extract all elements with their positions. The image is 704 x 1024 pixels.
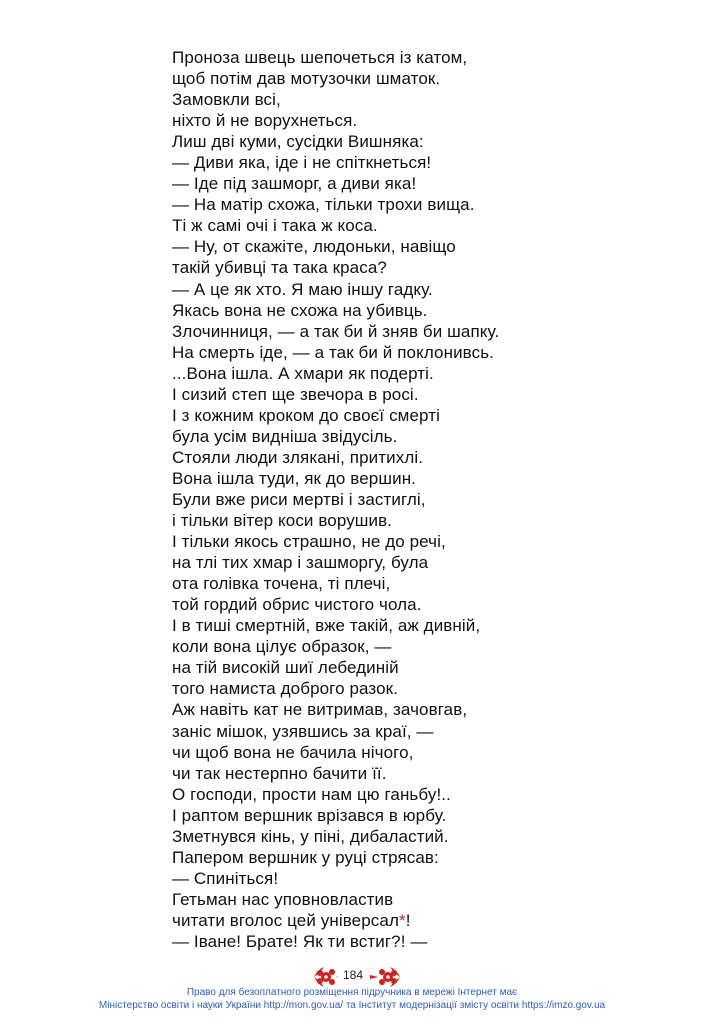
poem-line: коли вона цілує образок, — — [172, 637, 392, 657]
poem-line: І в тиші смертній, вже такій, аж дивній, — [172, 616, 481, 636]
poem-line: Ті ж самі очі і така ж коса. — [172, 216, 378, 236]
poem-line: Проноза швець шепочеться із катом, — [172, 48, 468, 67]
poem-line: була усім видніша звідусіль. — [172, 426, 398, 446]
poem-line — [172, 910, 612, 931]
poem-line: заніс мішок, узявшись за краї, — — [172, 721, 434, 741]
poem-line: той гордий обрис чистого чола. — [172, 595, 422, 615]
poem-line: — На матір схожа, тільки трохи вища. — [172, 195, 475, 215]
poem-line: Лиш дві куми, сусідки Вишняка: — [172, 132, 424, 152]
poem-line: — Ну, от скажіте, людоньки, навіщо — [172, 237, 456, 257]
poem-line: Папером вершник у руці стрясав: — [172, 847, 439, 867]
poem-line: — А це як хто. Я маю іншу гадку. — [172, 279, 433, 299]
poem-line: Аж навіть кат не витримав, зачовгав, — [172, 700, 468, 720]
poem-line: ота голівка точена, ті плечі, — [172, 574, 391, 594]
poem-line: чи щоб вона не бачила нічого, — [172, 742, 414, 762]
poem-line: — Диви яка, іде і не спіткнеться! — [172, 153, 432, 173]
poem-line: Злочинниця, — а так би й зняв би шапку. — [172, 321, 500, 341]
poem-line: Замовкли всі, — [172, 90, 281, 110]
poem-line: І з кожним кроком до своєї смерті — [172, 405, 440, 425]
poem-line: І тільки якось страшно, не до речі, — [172, 532, 446, 552]
line-suffix: ! — [405, 910, 411, 930]
poem-line: ніхто й не ворухнеться. — [172, 111, 358, 131]
footnote-mark: * — [398, 910, 406, 930]
poem-line: Якась вона не схожа на убивць. — [172, 300, 428, 320]
poem-line: — Іде під зашморг, а диви яка! — [172, 174, 417, 194]
poem-line: І раптом вершник врізався в юрбу. — [172, 805, 447, 825]
poem-line: ...Вона ішла. А хмари як подерті. — [172, 363, 434, 383]
poem-line: і тільки вітер коси ворушив. — [172, 511, 393, 531]
poem-line: Вона ішла туди, як до вершин. — [172, 468, 417, 488]
poem-line: чи так нестерпно бачити її. — [172, 763, 387, 783]
poem-line: — Спиніться! — [172, 868, 279, 888]
poem-line-text: читати вголос цей універсал — [172, 910, 399, 930]
page-number: 184 — [338, 969, 368, 982]
poem-line: на тій високій шиї лебединій — [172, 658, 399, 678]
poem-line: того намиста доброго разок. — [172, 679, 399, 699]
poem-line: Зметнувся кінь, у піні, дибаластий. — [172, 826, 449, 846]
poem-line: Гетьман нас уповновластив — [172, 889, 394, 909]
footer — [0, 987, 704, 1012]
poem-text — [172, 47, 612, 952]
poem-line: Стояли люди злякані, притихлі. — [172, 447, 424, 467]
footer-line-1: Право для безоплатного розміщення підручника в мережі Інтернет має — [186, 987, 518, 998]
poem-line: на тлі тих хмар і зашморгу, була — [172, 553, 429, 573]
footer-line-2[interactable]: Міністерство освіти і науки України http://mon.gov.ua/ та Інститут модернізації змісту освіти https://imzo.gov.ua — [98, 999, 606, 1011]
poem-line: І сизий степ ще звечора в росі. — [172, 384, 419, 404]
poem-line: щоб потім дав мотузочки шматок. — [172, 69, 441, 89]
poem-line: На смерть іде, — а так би й поклонивсь. — [172, 342, 494, 362]
poem-line: О господи, прости нам цю ганьбу!.. — [172, 784, 451, 804]
poem-line: Були вже риси мертві і застиглі, — [172, 489, 426, 509]
poem-line: такій убивці та така краса? — [172, 258, 387, 278]
poem-line-final: — Іване! Брате! Як ти встиг?! — — [172, 931, 428, 951]
